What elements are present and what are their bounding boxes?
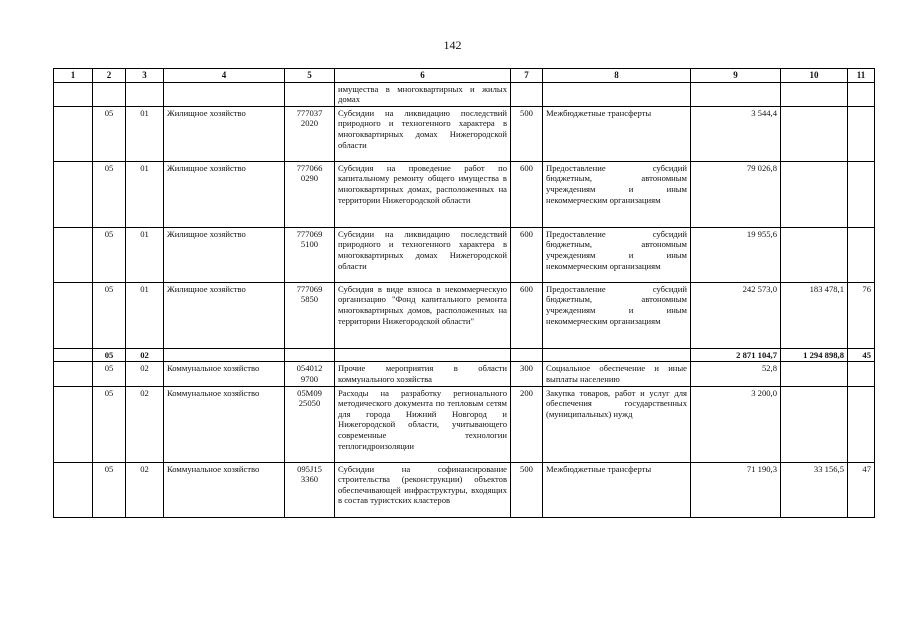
- amount-col-10: [781, 362, 848, 386]
- amount-col-9: 79 026,8: [691, 161, 781, 227]
- table-row: [54, 161, 875, 227]
- target-article-code: 777037 2020: [285, 106, 335, 161]
- col-header-4: 4: [164, 69, 285, 83]
- subsection-name: Коммунальное хозяйство: [164, 462, 285, 517]
- subtotal-row: [54, 348, 875, 362]
- subsection-code: 02: [126, 362, 164, 386]
- section-code: 05: [93, 227, 126, 282]
- expense-type-name: Социальное обеспечение и иные выплаты населению: [543, 362, 691, 386]
- amount-col-9: 242 573,0: [691, 282, 781, 348]
- amount-col-9: 3 544,4: [691, 106, 781, 161]
- expense-type-name: [543, 348, 691, 362]
- subsection-code: [126, 82, 164, 106]
- expense-description: Прочие мероприятия в области коммунального хозяйства: [335, 362, 511, 386]
- col-1-cell: [54, 106, 93, 161]
- table-row: [54, 227, 875, 282]
- expense-type-code: 600: [511, 227, 543, 282]
- expense-description: Субсидия на проведение работ по капитальному ремонту общего имущества в многоквартирных домах, расположенных на территории Нижегородской области: [335, 161, 511, 227]
- percent-col-11: 76: [848, 282, 875, 348]
- header-row: [54, 69, 875, 83]
- target-article-code: 777066 0290: [285, 161, 335, 227]
- expense-type-code: 500: [511, 106, 543, 161]
- col-1-cell: [54, 362, 93, 386]
- expense-type-name: Межбюджетные трансферты: [543, 462, 691, 517]
- amount-col-10: 1 294 898,8: [781, 348, 848, 362]
- col-1-cell: [54, 282, 93, 348]
- expense-description: [335, 348, 511, 362]
- col-header-1: 1: [54, 69, 93, 83]
- expense-type-code: 300: [511, 362, 543, 386]
- expense-description: Субсидии на софинансирование строительства (реконструкции) объектов обеспечивающей инфраструктуры, входящих в состав туристских кластеров: [335, 462, 511, 517]
- col-header-5: 5: [285, 69, 335, 83]
- amount-col-10: [781, 386, 848, 462]
- expense-description: Субсидия в виде взноса в некоммерческую организацию "Фонд капитального ремонта многоквартирных домов, расположенных на территории Нижегородской области": [335, 282, 511, 348]
- subsection-name: Коммунальное хозяйство: [164, 386, 285, 462]
- table-row: [54, 282, 875, 348]
- amount-col-9: [691, 82, 781, 106]
- percent-col-11: [848, 82, 875, 106]
- expense-type-code: 600: [511, 161, 543, 227]
- target-article-code: [285, 348, 335, 362]
- expense-description: Субсидии на ликвидацию последствий природного и техногенного характера в многоквартирных домах Нижегородской области: [335, 227, 511, 282]
- section-code: 05: [93, 348, 126, 362]
- amount-col-10: [781, 106, 848, 161]
- subsection-name: [164, 348, 285, 362]
- subsection-code: 02: [126, 348, 164, 362]
- expense-type-name: Закупка товаров, работ и услуг для обеспечения государственных (муниципальных) нужд: [543, 386, 691, 462]
- expense-description: Расходы на разработку регионального методического документа по тепловым сетям для города Нижний Новгород и Нижегородской области, учитывающего современные технологии теплогидроизоляции: [335, 386, 511, 462]
- amount-col-9: 52,8: [691, 362, 781, 386]
- expense-type-code: 500: [511, 462, 543, 517]
- target-article-code: 05М09 25050: [285, 386, 335, 462]
- section-code: 05: [93, 106, 126, 161]
- subsection-name: Жилищное хозяйство: [164, 282, 285, 348]
- table-row: [54, 362, 875, 386]
- section-code: 05: [93, 161, 126, 227]
- subsection-name: Жилищное хозяйство: [164, 227, 285, 282]
- subsection-code: 01: [126, 106, 164, 161]
- col-1-cell: [54, 227, 93, 282]
- table-row: [54, 106, 875, 161]
- col-1-cell: [54, 386, 93, 462]
- table-row: [54, 82, 875, 106]
- subsection-code: 01: [126, 282, 164, 348]
- col-1-cell: [54, 462, 93, 517]
- col-header-9: 9: [691, 69, 781, 83]
- target-article-code: 777069 5100: [285, 227, 335, 282]
- expense-type-code: [511, 82, 543, 106]
- col-header-8: 8: [543, 69, 691, 83]
- section-code: 05: [93, 282, 126, 348]
- subsection-name: Жилищное хозяйство: [164, 161, 285, 227]
- expense-type-name: Предоставление субсидий бюджетным, автономным учреждениям и иным некоммерческим организациям: [543, 161, 691, 227]
- subsection-code: 02: [126, 462, 164, 517]
- expense-type-code: 600: [511, 282, 543, 348]
- percent-col-11: [848, 386, 875, 462]
- subsection-code: 02: [126, 386, 164, 462]
- section-code: 05: [93, 362, 126, 386]
- section-code: 05: [93, 386, 126, 462]
- subsection-name: Жилищное хозяйство: [164, 106, 285, 161]
- expense-type-name: Предоставление субсидий бюджетным, автономным учреждениям и иным некоммерческим организациям: [543, 282, 691, 348]
- target-article-code: 095J15 3360: [285, 462, 335, 517]
- col-header-10: 10: [781, 69, 848, 83]
- col-header-11: 11: [848, 69, 875, 83]
- expense-type-name: Предоставление субсидий бюджетным, автономным учреждениям и иным некоммерческим организациям: [543, 227, 691, 282]
- target-article-code: [285, 82, 335, 106]
- percent-col-11: 45: [848, 348, 875, 362]
- expense-description: имущества в многоквартирных и жилых домах: [335, 82, 511, 106]
- expense-type-name: [543, 82, 691, 106]
- col-1-cell: [54, 348, 93, 362]
- amount-col-10: [781, 161, 848, 227]
- table-row: [54, 462, 875, 517]
- amount-col-10: [781, 227, 848, 282]
- subsection-name: [164, 82, 285, 106]
- subsection-code: 01: [126, 227, 164, 282]
- col-header-3: 3: [126, 69, 164, 83]
- table-row: [54, 386, 875, 462]
- expense-description: Субсидии на ликвидацию последствий природного и техногенного характера в многоквартирных домах Нижегородской области: [335, 106, 511, 161]
- target-article-code: 054012 9700: [285, 362, 335, 386]
- col-header-6: 6: [335, 69, 511, 83]
- col-1-cell: [54, 82, 93, 106]
- expense-type-code: 200: [511, 386, 543, 462]
- target-article-code: 777069 5850: [285, 282, 335, 348]
- amount-col-9: 19 955,6: [691, 227, 781, 282]
- percent-col-11: 47: [848, 462, 875, 517]
- expense-type-name: Межбюджетные трансферты: [543, 106, 691, 161]
- col-header-2: 2: [93, 69, 126, 83]
- percent-col-11: [848, 227, 875, 282]
- subsection-name: Коммунальное хозяйство: [164, 362, 285, 386]
- percent-col-11: [848, 161, 875, 227]
- amount-col-9: 3 200,0: [691, 386, 781, 462]
- amount-col-10: 183 478,1: [781, 282, 848, 348]
- col-1-cell: [54, 161, 93, 227]
- percent-col-11: [848, 106, 875, 161]
- page-number: 142: [443, 38, 462, 52]
- amount-col-9: 2 871 104,7: [691, 348, 781, 362]
- section-code: [93, 82, 126, 106]
- amount-col-9: 71 190,3: [691, 462, 781, 517]
- budget-table: [53, 68, 875, 518]
- expense-type-code: [511, 348, 543, 362]
- subsection-code: 01: [126, 161, 164, 227]
- amount-col-10: 33 156,5: [781, 462, 848, 517]
- col-header-7: 7: [511, 69, 543, 83]
- percent-col-11: [848, 362, 875, 386]
- amount-col-10: [781, 82, 848, 106]
- section-code: 05: [93, 462, 126, 517]
